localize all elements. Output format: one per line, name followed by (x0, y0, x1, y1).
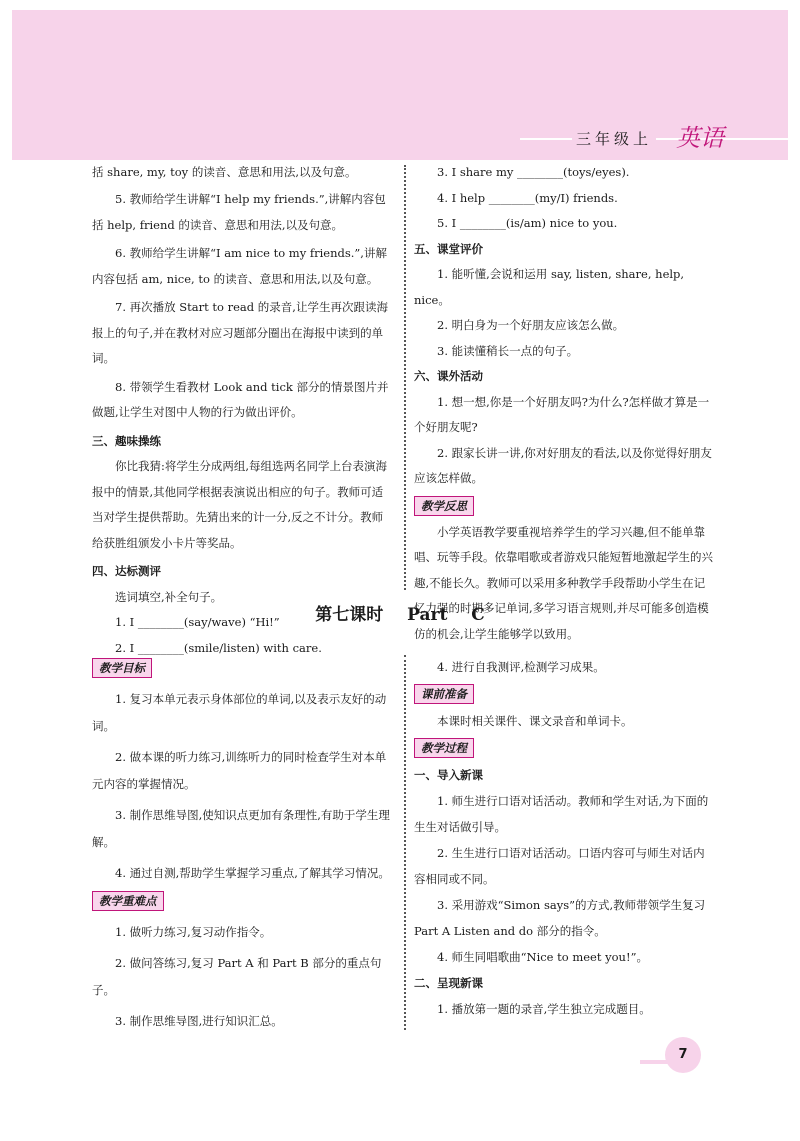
exercise-item: 3. I share my ________(toys/eyes). (437, 165, 630, 179)
lesson-title: 第七课时 Part C (315, 605, 485, 625)
section-heading: 六、课外活动 (414, 369, 483, 383)
paragraph: 2. 生生进行口语对话活动。口语内容可与师生对话内容相同或不同。 (414, 846, 705, 886)
bottom-right-column (414, 654, 714, 1022)
paragraph: 7. 再次播放 Start to read 的录音,让学生再次跟读海报上的句子,并在教材对应习题部分圈出在海报中读到的单词。 (92, 300, 388, 365)
text-line: 括 share, my, toy 的读音、意思和用法,以及句意。 (92, 165, 357, 179)
column-divider (404, 165, 406, 590)
paragraph: 2. 做本课的听力练习,训练听力的同时检查学生对本单元内容的掌握情况。 (92, 750, 387, 791)
paragraph: 你比我猜:将学生分成两组,每组选两名同学上台表演海报中的情景,其他同学根据表演说出相应的句子。教师可适当对学生提供帮助。先猜出来的计一分,反之不计分。教师给获胜组颁发小卡片等奖品。 (92, 459, 388, 550)
paragraph: 2. 跟家长讲一讲,你对好朋友的看法,以及你觉得好朋友应该怎样做。 (414, 445, 712, 485)
paragraph: 6. 教师给学生讲解“I am nice to my friends.”,讲解内容包括 am, nice, to 的读音、意思和用法,以及句意。 (92, 246, 387, 286)
page-number: 7 (665, 1037, 701, 1073)
reflection-heading: 教学反思 (414, 496, 474, 516)
top-left-column (92, 160, 392, 661)
text-line: 1. 能听懂,会说和运用 say, listen, share, help, nice。 (414, 267, 685, 307)
section-heading: 五、课堂评价 (414, 241, 483, 256)
text-line: 2. 明白身为一个好朋友应该怎么做。 (437, 318, 625, 332)
text-line: 本课时相关课件、课文录音和单词卡。 (437, 714, 633, 728)
paragraph: 2. 做问答练习,复习 Part A 和 Part B 部分的重点句子。 (92, 956, 382, 997)
paragraph: 1. 复习本单元表示身体部位的单词,以及表示友好的动词。 (92, 692, 387, 733)
section-heading: 二、呈现新课 (414, 976, 483, 990)
paragraph: 1. 师生进行口语对话活动。教师和学生对话,为下面的生生对话做引导。 (414, 794, 709, 834)
key-points-heading: 教学重难点 (92, 891, 164, 911)
text-line: 4. 师生同唱歌曲“Nice to meet you!”。 (437, 950, 648, 964)
exercise-item: 2. I ________(smile/listen) with care. (115, 640, 322, 655)
text-line: 3. 能读懂稍长一点的句子。 (437, 343, 579, 358)
grade-label: 三年级上 (572, 128, 656, 149)
paragraph: 选词填空,补全句子。 (115, 589, 223, 604)
paragraph: 1. 想一想,你是一个好朋友吗?为什么?怎样做才算是一个好朋友呢? (414, 394, 710, 434)
text-line: 3. 制作思维导图,进行知识汇总。 (115, 1014, 283, 1028)
preparation-heading: 课前准备 (414, 684, 474, 704)
paragraph: 3. 制作思维导图,使知识点更加有条理性,有助于学生理解。 (92, 808, 390, 849)
procedure-heading: 教学过程 (414, 738, 474, 758)
paragraph: 4. 通过自测,帮助学生掌握学习重点,了解其学习情况。 (115, 866, 390, 880)
exercise-item: 1. I ________(say/wave) “Hi!” (115, 615, 280, 629)
bottom-left-column (92, 654, 392, 1035)
section-heading: 三、趣味操练 (92, 433, 161, 448)
column-divider (404, 655, 406, 1030)
text-line: 1. 做听力练习,复习动作指令。 (115, 925, 272, 939)
top-right-column (414, 160, 714, 647)
paragraph: 5. 教师给学生讲解“I help my friends.”,讲解内容包括 help, friend 的读音、意思和用法,以及句意。 (92, 192, 386, 232)
section-heading: 四、达标测评 (92, 564, 161, 578)
text-line: 4. 进行自我测评,检测学习成果。 (437, 660, 605, 674)
paragraph: 小学英语教学要重视培养学生的学习兴趣,但不能单靠唱、玩等手段。依靠唱歌或者游戏只能短暂地激起学生的兴趣,不能长久。教师可以采用多种教学手段帮助小学生在记忆力强的时期多记单词,多学习语言规则,并尽可能多创造模仿的机会,让学生能够学以致用。 (414, 524, 713, 641)
subject-label: 英语 (676, 124, 724, 152)
section-heading: 一、导入新课 (414, 768, 483, 782)
paragraph: 8. 带领学生看教材 Look and tick 部分的情景图片并做题,让学生对图中人物的行为做出评价。 (92, 379, 389, 419)
text-line: 1. 播放第一题的录音,学生独立完成题目。 (437, 1002, 651, 1016)
paragraph: 3. 采用游戏“Simon says”的方式,教师带领学生复习 Part A Listen and do 部分的指令。 (414, 898, 706, 938)
objectives-heading: 教学目标 (92, 658, 152, 678)
exercise-item: 4. I help ________(my/I) friends. (437, 190, 618, 205)
exercise-item: 5. I ________(is/am) nice to you. (437, 216, 618, 230)
